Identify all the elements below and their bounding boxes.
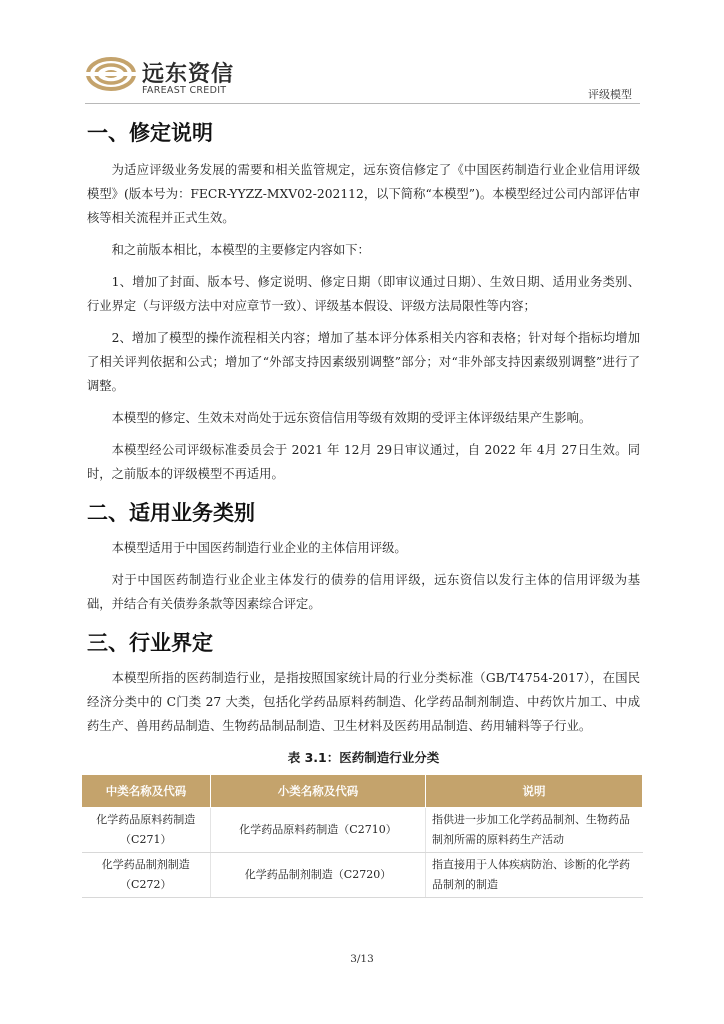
sub-category-cell: 化学药品制剂制造（C2720） [211, 853, 426, 898]
section1-paragraph: 为适应评级业务发展的需要和相关监管规定，远东资信修定了《中国医药制造行业企业信用评级模型》(版本号为：FECR-YYZZ-MXV02-202112，以下简称“本模型”)。本模型经过公司内部评估审核等相关流程并正式生效。 [87, 163, 640, 225]
section2-title: 二、适用业务类别 [87, 501, 255, 525]
mid-category-code: （C271） [120, 833, 172, 846]
section1-title: 一、修定说明 [87, 121, 213, 145]
description-cell: 指直接用于人体疾病防治、诊断的化学药品制剂的制造 [426, 853, 643, 898]
table-row [82, 853, 643, 898]
fareast-logo-icon [86, 56, 136, 92]
logo-chinese-name: 远东资信 [142, 62, 235, 87]
header-divider [85, 103, 640, 104]
table-caption: 表 3.1：医药制造行业分类 [287, 750, 440, 765]
mid-category-name: 化学药品原料药制造 [96, 813, 196, 826]
section1-paragraph: 本模型的修定、生效未对尚处于远东资信信用等级有效期的受评主体评级结果产生影响。 [111, 411, 592, 425]
table-header-cell: 中类名称及代码 [82, 775, 211, 808]
section3-paragraph: 本模型所指的医药制造行业，是指按照国家统计局的行业分类标准（GB/T4754-2017），在国民经济分类中的 C门类 27 大类，包括化学药品原料药制造、化学药品制剂制造、中药饮片加工、中成药生产、兽用药品制造、生物药品制品制造、卫生材料及医药用品制造、药用辅料等子行业。 [87, 671, 640, 733]
description-cell: 指供进一步加工化学药品制剂、生物药品制剂所需的原料药生产活动 [426, 808, 643, 853]
mid-category-code: （C272） [120, 878, 172, 891]
table-row [82, 808, 643, 853]
header-label: 评级模型 [588, 88, 632, 101]
sub-category-cell: 化学药品原料药制造（C2710） [211, 808, 426, 853]
mid-category-cell [82, 808, 211, 853]
page-header [0, 0, 724, 110]
section2-paragraph: 对于中国医药制造行业企业主体发行的债券的信用评级，远东资信以发行主体的信用评级为基础，并结合有关债券条款等因素综合评定。 [87, 573, 640, 611]
section1-paragraph: 1、增加了封面、版本号、修定说明、修定日期（即审议通过日期）、生效日期、适用业务类别、行业界定（与评级方法中对应章节一致）、评级基本假设、评级方法局限性等内容； [87, 275, 640, 313]
page-content [87, 118, 640, 898]
page-number: 3/13 [350, 953, 374, 965]
table-header-cell: 说明 [426, 775, 643, 808]
section2-paragraph: 本模型适用于中国医药制造行业企业的主体信用评级。 [111, 541, 407, 555]
section1-paragraph: 2、增加了模型的操作流程相关内容；增加了基本评分体系相关内容和表格；针对每个指标均增加了相关评判依据和公式；增加了“外部支持因素级别调整”部分；对“非外部支持因素级别调整”进行了调整。 [87, 331, 640, 393]
logo-english-name: FAREAST CREDIT [142, 85, 227, 96]
section3-title: 三、行业界定 [87, 631, 213, 655]
table-header-cell: 小类名称及代码 [211, 775, 426, 808]
section1-paragraph: 和之前版本相比，本模型的主要修定内容如下： [111, 243, 370, 257]
section1-paragraph: 本模型经公司评级标准委员会于 2021 年 12月 29日审议通过，自 2022 年 4月 27日生效。同时，之前版本的评级模型不再适用。 [87, 443, 640, 481]
mid-category-cell [82, 853, 211, 898]
mid-category-name: 化学药品制剂制造 [101, 858, 190, 871]
industry-classification-table [81, 774, 643, 898]
